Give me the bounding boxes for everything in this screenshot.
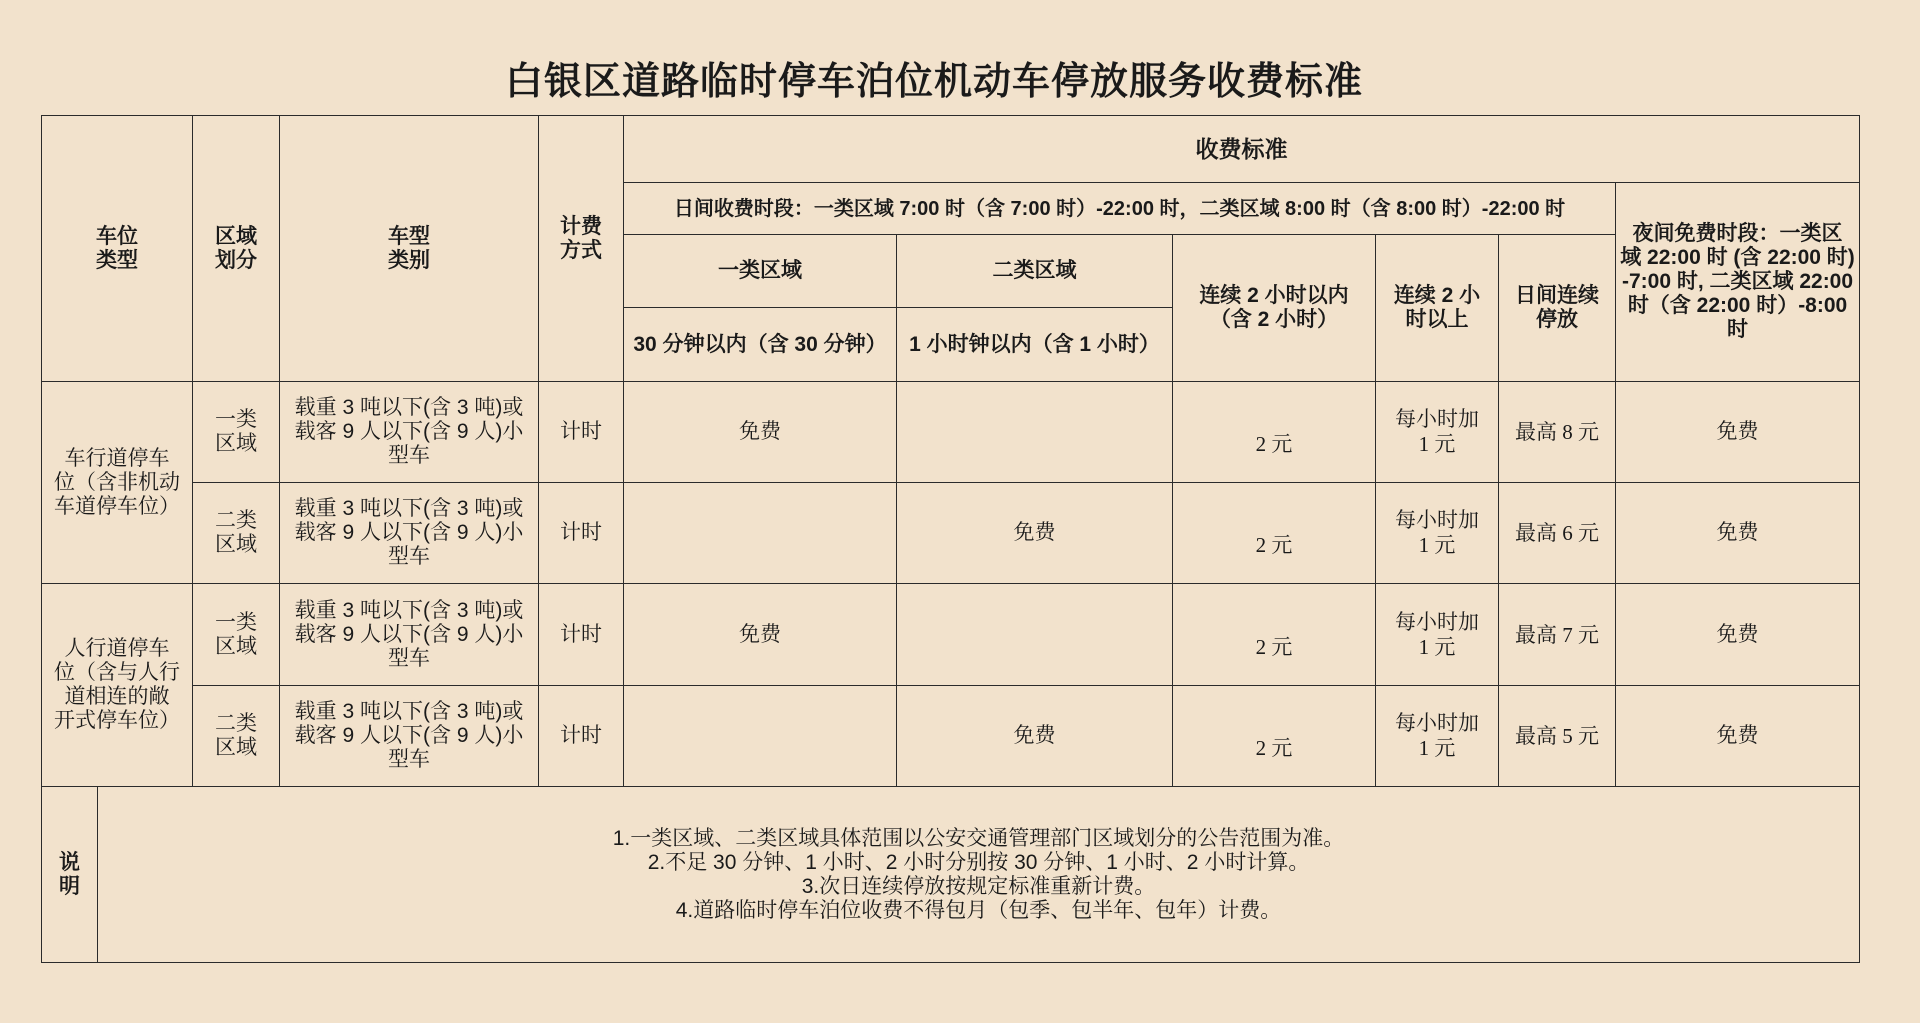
area-line: 区域 [215,533,257,556]
area-line: 二类 [215,509,257,532]
class2-fee-cell [897,382,1173,483]
header-space-type-line: 车位 [96,224,138,248]
class1-fee-cell [624,483,897,584]
vehicle-line: 载重 3 吨以下(含 3 吨)或 [294,598,524,622]
header-area-line: 划分 [215,248,257,272]
vehicle-line: 型车 [388,646,430,670]
space-type-line: 开式停车位） [54,709,180,732]
header-billing-line: 计费 [560,214,602,238]
header-within-2h-line: （含 2 小时） [1209,308,1339,331]
class2-fee-cell [897,584,1173,686]
over-2h-line: 1 元 [1418,736,1456,760]
header-vehicle [280,116,539,382]
table-row [42,686,1860,787]
header-over-2h [1376,235,1499,382]
header-vehicle-line: 车型 [388,224,430,248]
class1-fee-cell: 免费 [624,584,897,686]
notes-label-line: 明 [59,874,80,898]
over-2h-line: 1 元 [1418,634,1456,659]
header-over-2h-line: 连续 2 小 [1393,284,1481,307]
class2-fee-cell: 免费 [897,483,1173,584]
vehicle-line: 载客 9 人以下(含 9 人)小 [294,521,524,544]
over-2h-line: 每小时加 [1395,408,1479,431]
space-type-line: 道相连的敞 [64,685,170,708]
over-2h-cell [1376,483,1499,584]
billing-cell: 计时 [539,584,624,686]
vehicle-line: 载客 9 人以下(含 9 人)小 [294,622,524,646]
vehicle-line: 型车 [388,748,430,771]
space-type-line: 位（含与人行 [54,661,180,684]
within-2h-cell [1173,483,1376,584]
fee-table [41,115,1860,963]
header-class2-sub: 1 小时钟以内（含 1 小时） [897,308,1173,382]
vehicle-line: 载重 3 吨以下(含 3 吨)或 [294,396,524,419]
header-day-max-line: 停放 [1536,308,1578,331]
space-type-line: 车道停车位） [54,494,180,518]
vehicle-line: 载客 9 人以下(含 9 人)小 [294,724,524,747]
area-line: 区域 [215,634,257,658]
within-2h-cell [1173,382,1376,483]
header-area [193,116,280,382]
day-max-cell: 最高 5 元 [1499,686,1616,787]
header-night-line: 夜间免费时段：一类区 [1632,222,1843,245]
header-area-line: 区域 [215,224,257,248]
class1-fee-cell [624,686,897,787]
billing-cell: 计时 [539,686,624,787]
day-max-cell: 最高 6 元 [1499,483,1616,584]
area-line: 一类 [215,610,257,634]
area-line: 一类 [215,408,257,431]
header-fee-standard: 收费标准 [624,116,1860,183]
over-2h-cell [1376,382,1499,483]
notes-label-line: 说 [59,850,80,874]
over-2h-line: 1 元 [1418,533,1456,557]
area-line: 区域 [215,432,257,455]
header-class1: 一类区域 [624,235,897,308]
note-item: 1.一类区域、二类区域具体范围以公安交通管理部门区域划分的公告范围为准。 [612,826,1345,850]
area-line: 二类 [215,712,257,735]
header-day-period: 日间收费时段：一类区域 7:00 时（含 7:00 时）-22:00 时，二类区域 8:00 时（含 8:00 时）-22:00 时 [624,183,1616,235]
space-type-cell [42,584,193,787]
header-vehicle-line: 类别 [388,248,430,272]
within-2h-value: 2 元 [1255,736,1293,760]
header-night-line: -7:00 时, 二类区域 22:00 [1621,270,1854,293]
note-item: 2.不足 30 分钟、1 小时、2 小时分别按 30 分钟、1 小时、2 小时计算。 [647,850,1310,874]
vehicle-cell [280,382,539,483]
night-cell: 免费 [1616,483,1860,584]
header-space-type-line: 类型 [96,248,138,272]
note-item: 4.道路临时停车泊位收费不得包月（包季、包半年、包年）计费。 [675,898,1282,922]
table-row [42,584,1860,686]
page-title: 白银区道路临时停车泊位机动车停放服务收费标准 [504,61,1363,103]
within-2h-cell [1173,686,1376,787]
area-line: 区域 [215,736,257,759]
vehicle-line: 载客 9 人以下(含 9 人)小 [294,420,524,443]
area-cell [193,483,280,584]
vehicle-cell [280,584,539,686]
header-within-2h [1173,235,1376,382]
class2-fee-cell: 免费 [897,686,1173,787]
header-night-period [1616,183,1860,382]
header-billing [539,116,624,382]
vehicle-line: 载重 3 吨以下(含 3 吨)或 [294,700,524,723]
within-2h-cell [1173,584,1376,686]
billing-cell: 计时 [539,483,624,584]
table-row [42,483,1860,584]
vehicle-line: 型车 [388,545,430,568]
header-row-1 [42,116,1860,183]
over-2h-cell [1376,686,1499,787]
vehicle-line: 载重 3 吨以下(含 3 吨)或 [294,497,524,520]
vehicle-cell [280,483,539,584]
header-day-max [1499,235,1616,382]
header-night-line: 时 [1727,318,1749,341]
header-over-2h-line: 时以上 [1405,308,1469,331]
within-2h-value: 2 元 [1255,634,1293,659]
billing-cell: 计时 [539,382,624,483]
header-day-max-line: 日间连续 [1515,284,1599,307]
over-2h-line: 每小时加 [1395,610,1479,634]
space-type-line: 人行道停车 [64,637,170,660]
area-cell [193,584,280,686]
within-2h-value: 2 元 [1255,533,1293,557]
within-2h-value: 2 元 [1255,432,1293,456]
vehicle-line: 型车 [388,444,430,467]
note-item: 3.次日连续停放按规定标准重新计费。 [801,874,1156,898]
over-2h-line: 1 元 [1418,432,1456,456]
space-type-cell [42,382,193,584]
area-cell [193,382,280,483]
class1-fee-cell: 免费 [624,382,897,483]
space-type-line: 位（含非机动 [54,470,180,494]
header-space-type [42,116,193,382]
over-2h-cell [1376,584,1499,686]
notes-row [42,787,1860,963]
header-class1-sub: 30 分钟以内（含 30 分钟） [624,308,897,382]
area-cell [193,686,280,787]
notes-label [42,787,98,963]
day-max-cell: 最高 8 元 [1499,382,1616,483]
over-2h-line: 每小时加 [1395,712,1479,735]
night-cell: 免费 [1616,382,1860,483]
header-night-line: 时（含 22:00 时）-8:00 [1627,294,1848,317]
table-row [42,382,1860,483]
header-within-2h-line: 连续 2 小时以内 [1199,284,1349,307]
header-class2: 二类区域 [897,235,1173,308]
notes-content [98,787,1860,963]
vehicle-cell [280,686,539,787]
over-2h-line: 每小时加 [1395,509,1479,532]
header-night-line: 域 22:00 时 (含 22:00 时) [1620,246,1855,269]
header-billing-line: 方式 [560,238,602,262]
space-type-line: 车行道停车 [64,446,170,470]
night-cell: 免费 [1616,584,1860,686]
night-cell: 免费 [1616,686,1860,787]
day-max-cell: 最高 7 元 [1499,584,1616,686]
